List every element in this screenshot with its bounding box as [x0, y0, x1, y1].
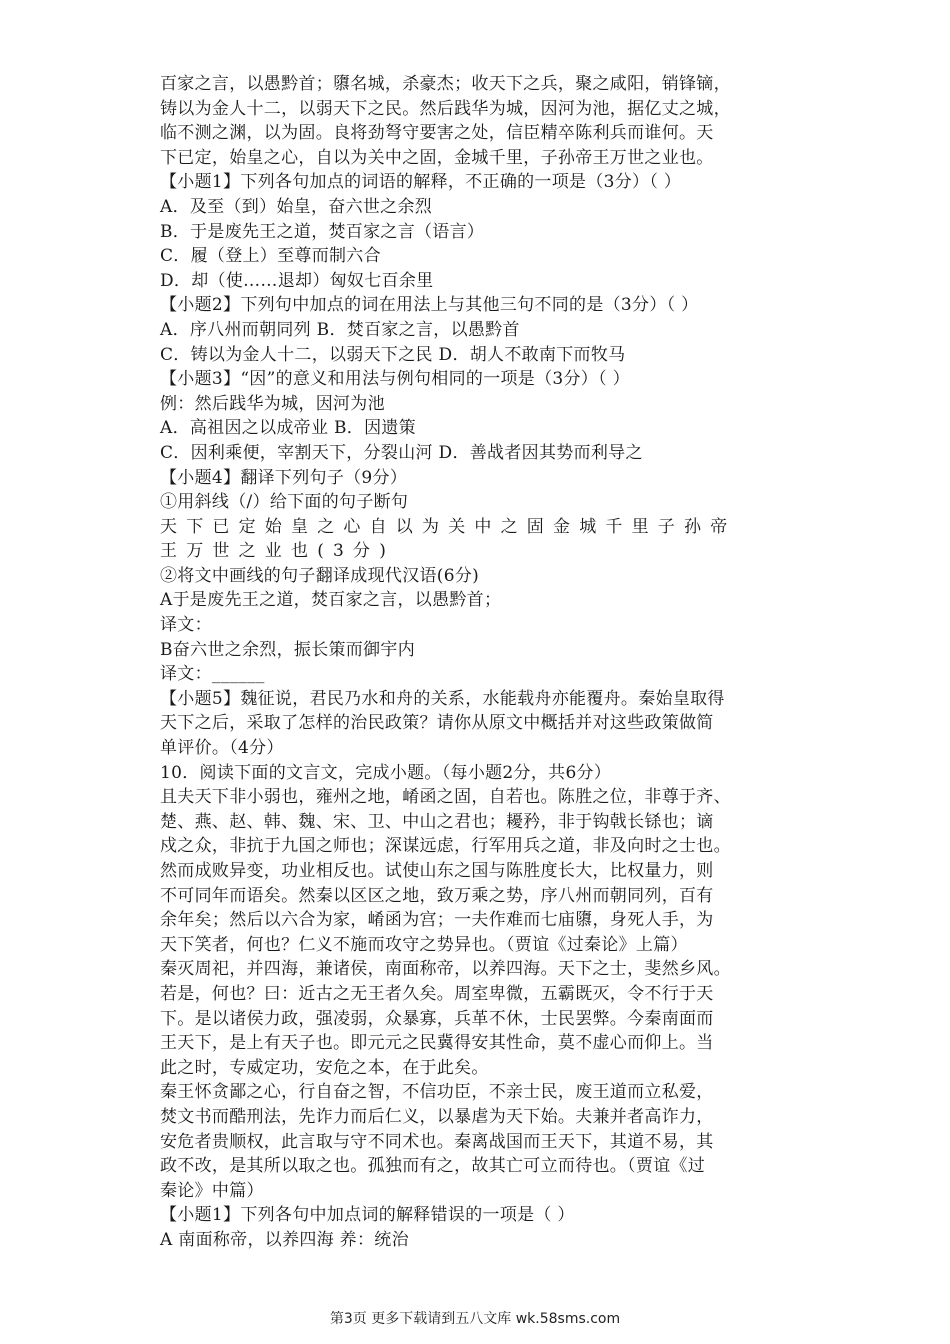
q10-passage-line: 余年矣；然后以六合为家，崤函为宫；一夫作难而七庙隳，身死人手，为 [160, 910, 714, 931]
q4-punctuation-line: 天下已定始皇之心自以为关中之固金城千里子孙帝 [160, 516, 737, 537]
q10-passage-line: 若是，何也？曰：近古之无王者久矣。周室卑微，五霸既灭，令不行于天 [160, 983, 714, 1004]
q4-part1-prompt: ①用斜线（/）给下面的句子断句 [160, 492, 409, 513]
q4-sentence-b: B奋六世之余烈，振长策而御宇内 [160, 639, 415, 660]
q4-stem: 【小题4】翻译下列句子（9分） [160, 467, 408, 488]
q10-sub1-stem: 【小题1】下列各句中加点词的解释错误的一项是（ ） [160, 1205, 575, 1226]
q10-passage-line: 且夫天下非小弱也，雍州之地，崤函之固，自若也。陈胜之位，非尊于齐、 [160, 787, 731, 808]
passage-line: 临不测之渊，以为固。良将劲弩守要害之处，信臣精卒陈利兵而谁何。天 [160, 123, 714, 144]
q4-part2-prompt: ②将文中画线的句子翻译成现代汉语(6分) [160, 565, 480, 586]
q3-option: A．高祖因之以成帝业 B．因遗策 [160, 418, 416, 439]
q10-passage-line: 王天下，是上有天子也。即元元之民冀得安其性命，莫不虚心而仰上。当 [160, 1033, 714, 1054]
q4-translation-b: 译文：______ [160, 664, 265, 685]
q10-sub1-option: A 南面称帝，以养四海 养：统治 [160, 1229, 409, 1250]
document-page [160, 72, 800, 1253]
q10-passage-line: 此之时，专威定功，安危之本，在于此矣。 [160, 1057, 489, 1078]
q3-option: C．因利乘便，宰割天下，分裂山河 D．善战者因其势而利导之 [160, 442, 643, 463]
q2-stem: 【小题2】下列句中加点的词在用法上与其他三句不同的是（3分）（ ） [160, 295, 699, 316]
passage-line: 下已定，始皇之心，自以为关中之固，金城千里，子孙帝王万世之业也。 [160, 147, 714, 168]
passage-line: 铸以为金人十二，以弱天下之民。然后践华为城，因河为池，据亿丈之城， [160, 98, 731, 119]
q10-passage-line: 秦王怀贪鄙之心，行自奋之智，不信功臣，不亲士民，废王道而立私爱， [160, 1082, 714, 1103]
q4-translation-a: 译文： [160, 615, 212, 636]
q4-sentence-a: A于是废先王之道，焚百家之言，以愚黔首； [160, 590, 502, 611]
q1-option: B．于是废先王之道，焚百家之言（语言） [160, 221, 485, 242]
q10-passage-line: 安危者贵顺权，此言取与守不同术也。秦离战国而王天下，其道不易，其 [160, 1131, 714, 1152]
page-footer: 第3页 更多下载请到五八文库 wk.58sms.com [329, 1311, 621, 1327]
q10-heading: 10．阅读下面的文言文，完成小题。（每小题2分，共6分） [160, 762, 612, 783]
q3-example: 例：然后践华为城，因河为池 [160, 393, 385, 414]
q10-passage-line: 天下笑者，何也？仁义不施而攻守之势异也。（贾谊《过秦论》上篇） [160, 934, 688, 955]
q1-option: C．履（登上）至尊而制六合 [160, 246, 381, 267]
q10-passage-line: 楚、燕、赵、韩、魏、宋、卫、中山之君也；耰矜，非于钩戟长铩也；谪 [160, 811, 714, 832]
q5-line: 【小题5】魏征说，君民乃水和舟的关系，水能载舟亦能覆舟。秦始皇取得 [160, 688, 725, 709]
q3-stem: 【小题3】“因”的意义和用法与例句相同的一项是（3分）（ ） [160, 369, 630, 390]
passage-line: 百家之言，以愚黔首；隳名城，杀豪杰；收天下之兵，聚之咸阳，销锋镝， [160, 74, 731, 94]
q4-punctuation-line: 王万世之业也(3分) [160, 541, 396, 562]
q10-passage-line: 秦论》中篇） [160, 1180, 264, 1201]
q5-line: 单评价。（4分） [160, 738, 284, 759]
q1-stem: 【小题1】下列各句加点的词语的解释，不正确的一项是（3分）（ ） [160, 172, 682, 193]
q10-passage-line: 下。是以诸侯力政，强凌弱，众暴寡，兵革不休，士民罢弊。今秦南面而 [160, 1008, 714, 1029]
q10-passage-line: 然而成败异变，功业相反也。试使山东之国与陈胜度长大，比权量力，则 [160, 861, 714, 881]
q1-option: A．及至（到）始皇，奋六世之余烈 [160, 196, 433, 217]
q10-passage-line: 政不改，是其所以取之也。孤独而有之，故其亡可立而待也。（贾谊《过 [160, 1156, 706, 1177]
q10-passage-line: 秦灭周祀，并四海，兼诸侯，南面称帝，以养四海。天下之士，斐然乡风。 [160, 959, 731, 980]
q1-option: D．却（使……退却）匈奴七百余里 [160, 270, 434, 291]
q2-option: A．序八州而朝同列 B．焚百家之言，以愚黔首 [160, 319, 520, 340]
q10-passage-line: 焚文书而酷刑法，先诈力而后仁义，以暴虐为天下始。夫兼并者高诈力， [160, 1106, 714, 1127]
q10-passage-line: 戍之众，非抗于九国之师也；深谋远虑，行军用兵之道，非及向时之士也。 [160, 836, 731, 857]
q10-passage-line: 不可同年而语矣。然秦以区区之地，致万乘之势，序八州而朝同列，百有 [160, 885, 714, 906]
q5-line: 天下之后，采取了怎样的治民政策？请你从原文中概括并对这些政策做简 [160, 713, 714, 734]
q2-option: C．铸以为金人十二，以弱天下之民 D．胡人不敢南下而牧马 [160, 344, 626, 365]
